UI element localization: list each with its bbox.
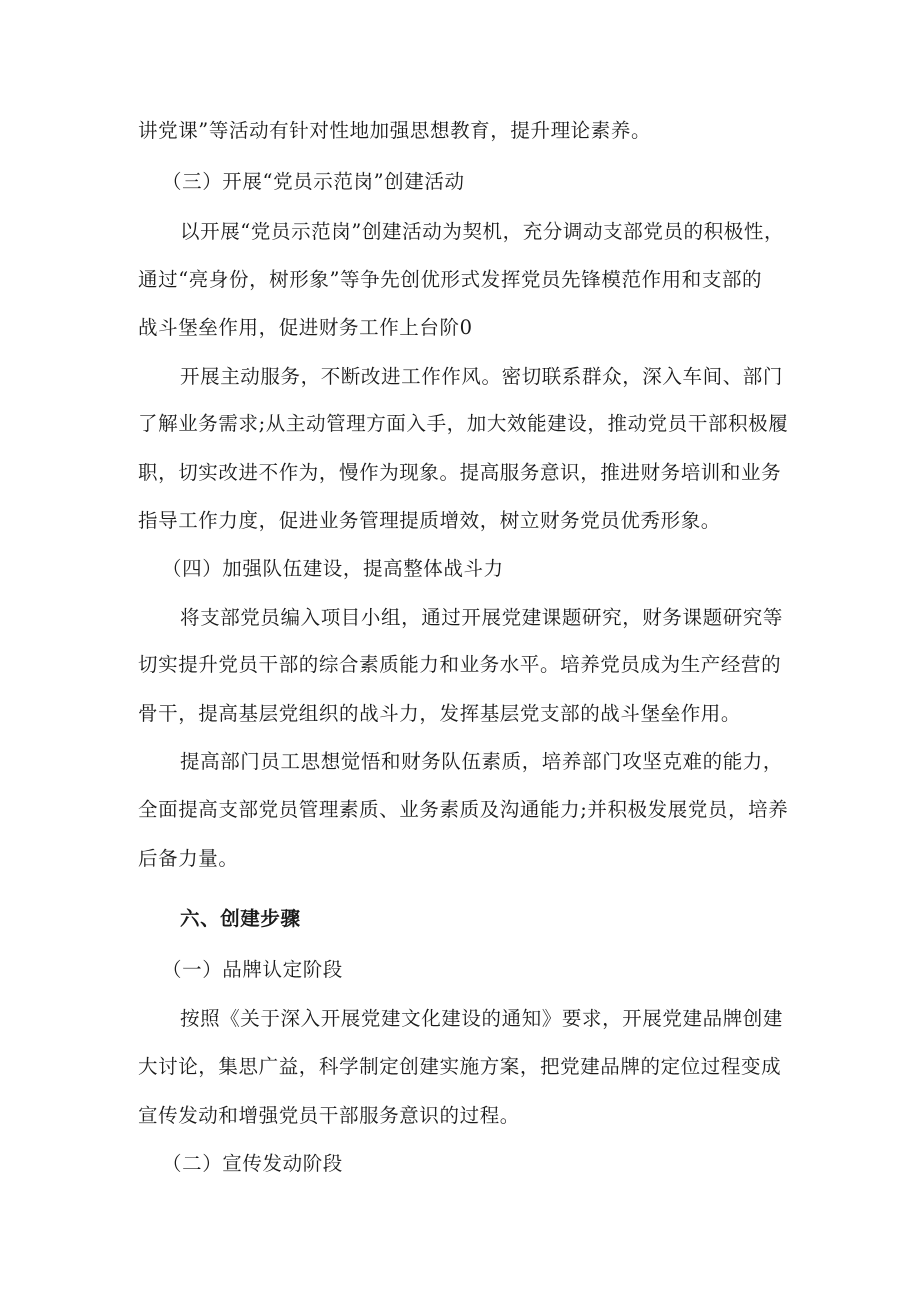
paragraph-line: 切实提升党员干部的综合素质能力和业务水平。培养党员成为生产经营的: [138, 653, 782, 676]
paragraph-line: 了解业务需求;从主动管理方面入手，加大效能建设，推动党员干部积极履: [138, 412, 789, 435]
paragraph-line: 讲党课”等活动有针对性地加强思想教育，提升理论素养。: [138, 119, 652, 142]
paragraph-line: 开展主动服务，不断改进工作作风。密切联系群众，深入车间、部门: [180, 365, 784, 388]
paragraph-line: 后备力量。: [138, 847, 239, 870]
paragraph-line: 大讨论，集思广益，科学制定创建实施方案，把党建品牌的定位过程变成: [138, 1055, 782, 1078]
paragraph-line: 骨干，提高基层党组织的战斗力，发挥基层党支部的战斗堡垒作用。: [138, 702, 742, 725]
paragraph-line: 战斗堡垒作用，促进财务工作上台阶0: [138, 316, 473, 339]
paragraph-line: 通过“亮身份，树形象”等争先创优形式发挥党员先锋模范作用和支部的: [138, 268, 763, 291]
paragraph-line: 以开展“党员示范岗”创建活动为契机，充分调动支部党员的积极性，: [180, 220, 785, 243]
section-heading: （二）宣传发动阶段: [162, 1152, 343, 1175]
chapter-heading: 六、创建步骤: [180, 907, 301, 930]
paragraph-line: 将支部党员编入项目小组，通过开展党建课题研究，财务课题研究等: [180, 606, 784, 629]
paragraph-line: 宣传发动和增强党员干部服务意识的过程。: [138, 1104, 520, 1127]
paragraph-line: 指导工作力度，促进业务管理提质增效，树立财务党员优秀形象。: [138, 509, 721, 532]
section-heading: （一）品牌认定阶段: [162, 958, 343, 981]
paragraph-line: 职，切实改进不作为，慢作为现象。提高服务意识，推进财务培训和业务: [138, 461, 782, 484]
section-heading: （四）加强队伍建设，提高整体战斗力: [162, 557, 504, 580]
section-heading: （三）开展“党员示范岗”创建活动: [162, 170, 465, 193]
paragraph-line: 按照《关于深入开展党建文化建设的通知》要求，开展党建品牌创建: [180, 1007, 784, 1030]
paragraph-line: 提高部门员工思想觉悟和财务队伍素质，培养部门攻坚克难的能力，: [180, 750, 784, 773]
paragraph-line: 全面提高支部党员管理素质、业务素质及沟通能力;并积极发展党员，培养: [138, 798, 789, 821]
